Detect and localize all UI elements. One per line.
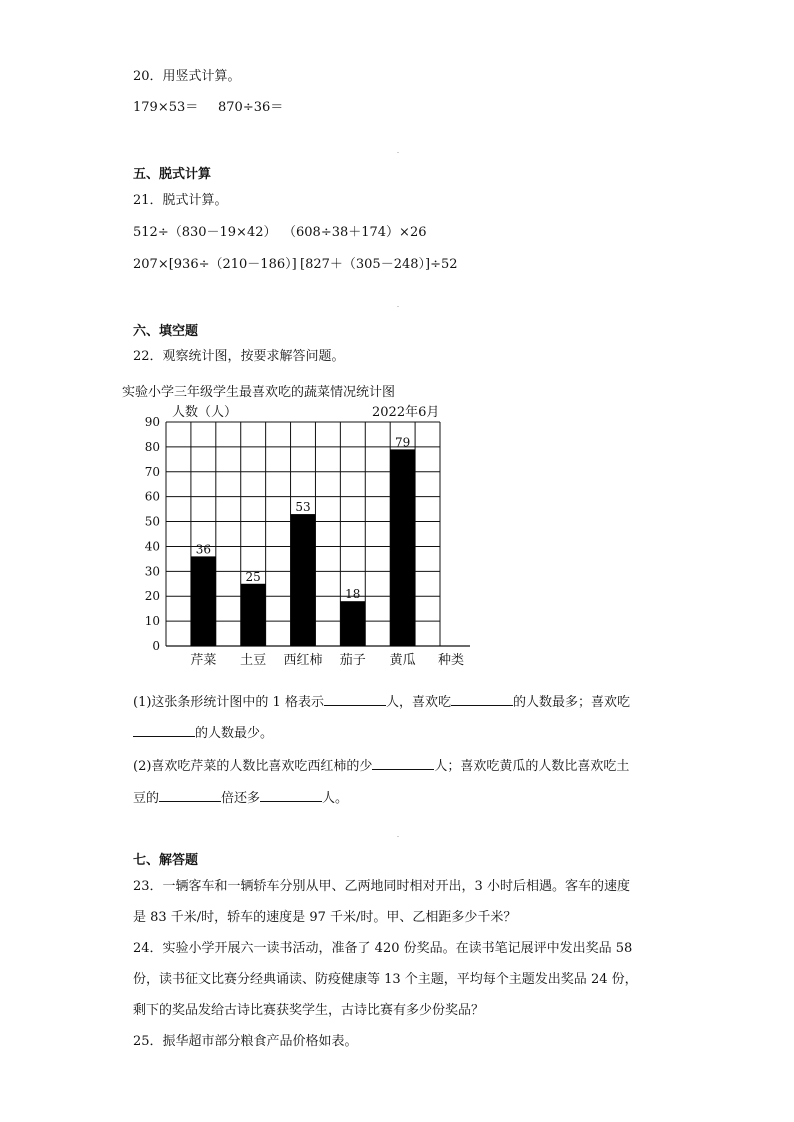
bar-value-label: 25: [245, 569, 261, 584]
q22-part1-line2: [133, 724, 273, 742]
q21-expr1: 512÷（830－19×42）: [133, 225, 277, 240]
y-tick-label: 80: [144, 439, 160, 454]
q22-part2-line1: [133, 757, 629, 775]
section-five-title: 五、脱式计算: [133, 167, 212, 182]
chart-xlabel: 种类: [438, 653, 465, 668]
section-six-title: 六、填空题: [133, 324, 199, 339]
page-separator-dot: [397, 152, 399, 153]
q22-part1-line1: [133, 693, 630, 711]
bar-茄子: [340, 601, 365, 646]
chart-labels: [145, 415, 416, 668]
q22-p1-text-d: 的人数最少。: [195, 726, 274, 741]
y-tick-label: 0: [152, 639, 160, 653]
vegetable-bar-chart: [118, 378, 478, 670]
x-category-label: 西红柿: [283, 653, 323, 668]
bar-value-label: 36: [195, 542, 212, 557]
page-separator-dot: [397, 836, 399, 837]
q20-expr2: 870÷36＝: [218, 100, 284, 115]
x-category-label: 芹菜: [190, 653, 217, 668]
q22-p1-text-a: (1)这张条形统计图中的 1 格表示: [133, 695, 324, 710]
q23-line2: 是 83 千米/时，轿车的速度是 97 千米/时。甲、乙相距多少千米？: [133, 910, 517, 925]
page-separator-dot: [397, 306, 399, 307]
chart-date: 2022年6月: [372, 405, 440, 420]
q21-prompt: 21．脱式计算。: [133, 193, 228, 208]
answer-blank-4[interactable]: [372, 757, 434, 770]
q20-prompt: 20．用竖式计算。: [133, 69, 241, 84]
q21-expr4: [827＋（305－248）]÷52: [300, 257, 458, 272]
x-category-label: 黄瓜: [389, 653, 416, 668]
section-seven-title: 七、解答题: [133, 853, 199, 868]
chart-ylabel: 人数（人）: [172, 405, 238, 420]
y-tick-label: 40: [144, 539, 160, 554]
q22-p2-text-c: 豆的: [133, 791, 160, 806]
y-tick-label: 20: [144, 589, 160, 604]
x-category-label: 土豆: [240, 653, 267, 668]
y-tick-label: 90: [144, 415, 160, 429]
y-tick-label: 10: [144, 614, 160, 629]
q23-line1: 23．一辆客车和一辆轿车分别从甲、乙两地同时相对开出，3 小时后相遇。客车的速度: [133, 879, 630, 894]
y-tick-label: 50: [144, 514, 160, 529]
answer-blank-6[interactable]: [260, 789, 322, 802]
q22-p1-text-c: 的人数最多；喜欢吃: [512, 695, 630, 710]
q22-p2-text-d: 倍还多: [221, 791, 261, 806]
y-tick-label: 60: [144, 489, 160, 504]
answer-blank-1[interactable]: [324, 693, 386, 706]
q25-line1: 25．振华超市部分粮食产品价格如表。: [133, 1034, 358, 1049]
q24-line3: 剩下的奖品发给古诗比赛获奖学生，古诗比赛有多少份奖品？: [133, 1003, 485, 1018]
bar-芹菜: [191, 556, 216, 646]
bar-土豆: [241, 584, 266, 646]
q24-line1: 24．实验小学开展六一读书活动，准备了 420 份奖品。在读书笔记展评中发出奖品 58: [133, 941, 633, 956]
q22-prompt: 22．观察统计图，按要求解答问题。: [133, 349, 345, 364]
bar-黄瓜: [390, 449, 415, 646]
q22-p2-text-a: (2)喜欢吃芹菜的人数比喜欢吃西红柿的少: [133, 759, 373, 774]
chart-bars: [191, 449, 415, 646]
bar-value-label: 53: [295, 500, 311, 515]
chart-title: 实验小学三年级学生最喜欢吃的蔬菜情况统计图: [122, 385, 396, 400]
q24-line2: 份，读书征文比赛分经典诵读、防疫健康等 13 个主题，平均每个主题发出奖品 24 份，: [133, 972, 638, 987]
q20-expr1: 179×53＝: [133, 100, 199, 115]
q21-expr3: 207×[936÷（210－186）]: [133, 257, 297, 272]
q22-p1-text-b: 人，喜欢吃: [385, 695, 451, 710]
q22-p2-text-e: 人。: [322, 791, 349, 806]
x-category-label: 茄子: [339, 653, 366, 668]
q21-expr2: （608÷38＋174）×26: [283, 225, 427, 240]
answer-blank-3[interactable]: [133, 724, 195, 737]
bar-西红柿: [291, 514, 316, 646]
q22-p2-text-b: 人；喜欢吃黄瓜的人数比喜欢吃土: [434, 759, 630, 774]
bar-value-label: 18: [345, 587, 361, 602]
answer-blank-5[interactable]: [159, 789, 221, 802]
q22-part2-line2: [133, 789, 348, 807]
bar-value-label: 79: [394, 435, 411, 450]
y-tick-label: 30: [144, 564, 160, 579]
y-tick-label: 70: [144, 464, 160, 479]
answer-blank-2[interactable]: [451, 693, 513, 706]
